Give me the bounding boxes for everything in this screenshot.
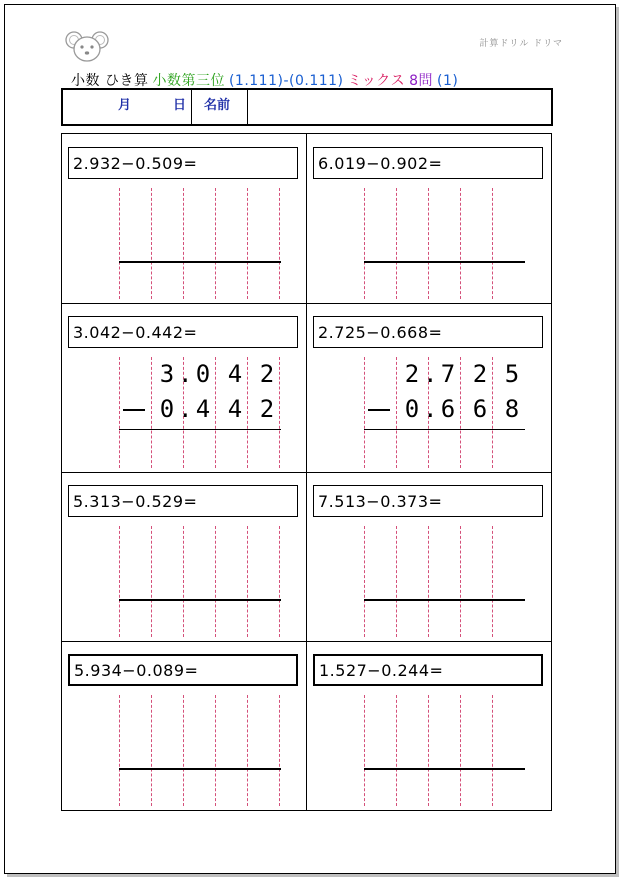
answer-line	[119, 599, 281, 601]
day-label: 日	[173, 98, 187, 113]
column-guide-line	[396, 188, 397, 299]
column-guide-line	[183, 695, 184, 806]
column-digit: 6	[440, 395, 456, 423]
column-guide-line	[215, 357, 216, 468]
column-guide-line	[492, 526, 493, 637]
column-guide-line	[215, 526, 216, 637]
mouse-logo-icon	[65, 31, 109, 63]
column-digit: 2	[472, 360, 488, 388]
column-guide-line	[215, 188, 216, 299]
column-guide-line	[279, 357, 280, 468]
column-digit: 2	[404, 360, 420, 388]
problem-cell	[307, 641, 551, 810]
title-segment: ミックス	[347, 73, 406, 89]
column-guide-line	[183, 188, 184, 299]
column-guide-line	[428, 695, 429, 806]
column-digit: 2	[259, 360, 275, 388]
column-guide-line	[364, 357, 365, 468]
column-guide-line	[151, 357, 152, 468]
column-guide-line	[247, 526, 248, 637]
column-guide-line	[460, 357, 461, 468]
column-digit: 3	[159, 360, 175, 388]
column-guide-line	[279, 526, 280, 637]
problem-grid	[61, 133, 552, 811]
problem-expression: 3.042−0.442=	[68, 316, 298, 348]
column-digit: 6	[472, 395, 488, 423]
minus-sign	[123, 409, 145, 411]
answer-line	[364, 261, 525, 263]
column-guide-line	[119, 357, 120, 468]
answer-line	[364, 768, 525, 770]
month-label: 月	[118, 98, 132, 113]
name-label: 名前	[204, 98, 231, 113]
column-guide-line	[119, 526, 120, 637]
column-digit: 4	[227, 395, 243, 423]
column-guide-line	[364, 188, 365, 299]
column-digit: 0	[195, 360, 211, 388]
column-digit: .	[423, 395, 438, 423]
column-guide-line	[396, 526, 397, 637]
problem-expression: 1.527−0.244=	[313, 654, 543, 686]
column-guide-line	[247, 188, 248, 299]
title-segment: (1)	[437, 73, 459, 89]
column-digit: 5	[504, 360, 520, 388]
column-guide-line	[492, 188, 493, 299]
column-guide-line	[151, 695, 152, 806]
column-guide-line	[183, 526, 184, 637]
problem-expression: 2.725−0.668=	[313, 316, 543, 348]
column-digit: 4	[227, 360, 243, 388]
problem-cell	[62, 641, 306, 810]
problem-expression: 2.932−0.509=	[68, 147, 298, 179]
column-guide-line	[247, 357, 248, 468]
date-divider	[191, 90, 192, 124]
column-guide-line	[492, 357, 493, 468]
answer-line	[119, 261, 281, 263]
column-guide-line	[247, 695, 248, 806]
credit-text: 計算ドリル ドリマ	[479, 39, 563, 49]
problem-expression: 5.313−0.529=	[68, 485, 298, 517]
column-digit: 2	[259, 395, 275, 423]
worksheet-title	[71, 70, 462, 90]
column-guide-line	[279, 188, 280, 299]
column-digit: 8	[504, 395, 520, 423]
column-guide-line	[151, 188, 152, 299]
column-guide-line	[364, 695, 365, 806]
column-digit: .	[423, 360, 438, 388]
column-guide-line	[119, 695, 120, 806]
problem-cell	[62, 303, 306, 472]
column-digit: 4	[195, 395, 211, 423]
column-guide-line	[460, 188, 461, 299]
column-guide-line	[364, 526, 365, 637]
problem-cell	[307, 472, 551, 641]
column-digit: .	[178, 360, 193, 388]
name-divider	[247, 90, 248, 124]
problem-expression: 7.513−0.373=	[313, 485, 543, 517]
answer-line	[119, 768, 281, 770]
problem-cell	[62, 472, 306, 641]
minus-sign	[368, 409, 390, 411]
column-guide-line	[492, 695, 493, 806]
answer-line	[119, 429, 281, 430]
column-guide-line	[396, 695, 397, 806]
problem-expression: 6.019−0.902=	[313, 147, 543, 179]
column-guide-line	[460, 695, 461, 806]
problem-expression: 5.934−0.089=	[68, 654, 298, 686]
column-guide-line	[151, 526, 152, 637]
answer-line	[364, 599, 525, 601]
problem-cell	[62, 134, 306, 303]
column-guide-line	[428, 526, 429, 637]
column-guide-line	[396, 357, 397, 468]
problem-cell	[307, 134, 551, 303]
column-digit: 7	[440, 360, 456, 388]
column-digit: .	[178, 395, 193, 423]
problem-cell	[307, 303, 551, 472]
column-digit: 0	[159, 395, 175, 423]
column-digit: 0	[404, 395, 420, 423]
title-segment: 小数 ひき算	[71, 73, 149, 89]
title-segment: (1.111)-(0.111)	[228, 73, 344, 89]
name-date-box	[61, 88, 553, 126]
column-guide-line	[215, 695, 216, 806]
answer-line	[364, 429, 525, 430]
column-guide-line	[428, 188, 429, 299]
title-segment: 8問	[409, 73, 434, 89]
title-segment: 小数第三位	[152, 73, 225, 89]
column-guide-line	[119, 188, 120, 299]
column-guide-line	[279, 695, 280, 806]
column-guide-line	[460, 526, 461, 637]
